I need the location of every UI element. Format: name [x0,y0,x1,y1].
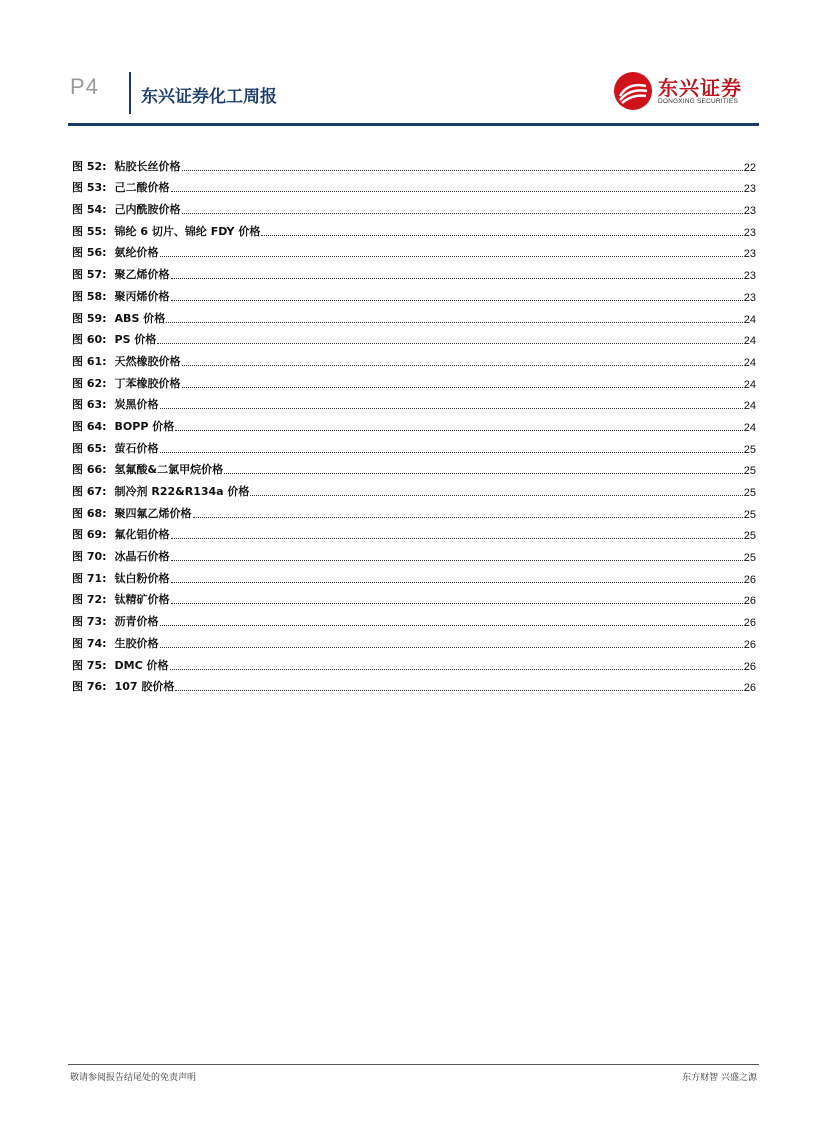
toc-figure-title: 天然橡胶价格 [114,354,181,368]
toc-entry[interactable] [72,521,756,543]
toc-leader-dots [160,255,743,257]
toc-figure-number: 图 66: [72,463,107,477]
toc-entry[interactable] [72,260,756,282]
toc-page-number: 25 [743,487,756,499]
toc-leader-dots [193,516,743,518]
toc-figure-title: 钛白粉价格 [114,571,170,585]
toc-entry[interactable] [72,673,756,695]
footer-rule [68,1064,759,1065]
toc-leader-dots [182,212,743,214]
toc-entry[interactable] [72,542,756,564]
toc-leader-dots [171,581,743,583]
toc-page-number: 26 [743,595,756,608]
logo-name-cn: 东兴证券 [658,76,742,100]
toc-entry[interactable] [72,391,756,413]
toc-figure-title: 炭黑价格 [114,398,159,412]
toc-leader-dots [171,190,743,192]
toc-figure-title: 聚丙烯价格 [114,289,170,303]
toc-entry[interactable] [72,456,756,478]
toc-page-number: 23 [743,270,756,283]
toc-leader-dots [160,646,743,648]
toc-figure-number: 图 69: [72,528,107,542]
figure-list [72,152,756,694]
toc-leader-dots [175,689,742,691]
toc-entry[interactable] [72,152,756,174]
toc-entry[interactable] [72,434,756,456]
toc-entry[interactable] [72,217,756,239]
toc-entry[interactable] [72,174,756,196]
footer-disclaimer: 敬请参阅报告结尾处的免责声明 [70,1073,197,1083]
toc-entry[interactable] [72,347,756,369]
toc-figure-title: 聚四氟乙烯价格 [114,506,192,520]
toc-leader-dots [160,407,743,409]
toc-leader-dots [182,169,743,171]
toc-figure-title: 丁苯橡胶价格 [114,376,181,390]
toc-figure-title: 己内酰胺价格 [114,203,181,217]
toc-leader-dots [224,472,743,474]
toc-page-number: 26 [743,617,756,630]
toc-page-number: 23 [743,205,756,218]
toc-figure-title: 粘胶长丝价格 [114,159,181,173]
toc-figure-title: 钛精矿价格 [114,593,170,607]
page-number: P4 [70,74,99,99]
toc-leader-dots [157,342,742,344]
toc-leader-dots [171,299,743,301]
toc-page-number: 25 [743,508,756,521]
toc-figure-title: 制冷剂 R22&R134a 价格 [114,485,250,498]
toc-figure-number: 图 52: [72,159,107,173]
toc-entry[interactable] [72,195,756,217]
toc-figure-title: PS 价格 [114,333,157,347]
toc-figure-title: 沥青价格 [114,615,159,629]
toc-page-number: 25 [743,465,756,478]
toc-figure-number: 图 63: [72,398,107,412]
toc-page-number: 24 [743,421,756,434]
logo-name-en: DONGXING SECURITIES [658,98,739,105]
toc-entry[interactable] [72,651,756,673]
toc-entry[interactable] [72,239,756,261]
toc-entry[interactable] [72,304,756,326]
toc-figure-title: 萤石价格 [114,441,159,455]
brand-logo [614,70,746,110]
toc-figure-number: 图 54: [72,203,107,217]
toc-entry[interactable] [72,282,756,304]
toc-figure-number: 图 72: [72,593,107,607]
toc-page-number: 23 [743,248,756,261]
toc-figure-title: 氨纶价格 [114,246,159,260]
toc-figure-title: 己二酸价格 [114,181,170,195]
toc-figure-number: 图 64: [72,419,107,433]
toc-entry[interactable] [72,564,756,586]
toc-leader-dots [175,429,743,431]
toc-figure-title: 生胶价格 [114,636,159,650]
toc-figure-number: 图 70: [72,550,107,564]
toc-entry[interactable] [72,499,756,521]
toc-figure-title: 冰晶石价格 [114,550,170,564]
toc-page-number: 24 [743,313,756,326]
toc-page-number: 23 [743,291,756,304]
toc-page-number: 25 [743,552,756,565]
toc-figure-title: DMC 价格 [114,658,169,672]
toc-page-number: 26 [743,638,756,651]
toc-figure-number: 图 68: [72,506,107,520]
toc-figure-title: 氟化铝价格 [114,528,170,542]
toc-page-number: 24 [743,356,756,369]
toc-figure-number: 图 76: [72,680,107,694]
toc-entry[interactable] [72,412,756,434]
toc-page-number: 23 [743,183,756,196]
toc-figure-title: 聚乙烯价格 [114,268,170,282]
report-title: 东兴证券化工周报 [141,87,277,107]
toc-page-number: 25 [743,443,756,456]
toc-figure-number: 图 56: [72,246,107,260]
toc-entry[interactable] [72,326,756,348]
toc-leader-dots [160,624,743,626]
toc-leader-dots [171,537,743,539]
toc-figure-number: 图 61: [72,354,107,368]
toc-figure-number: 图 57: [72,268,107,282]
toc-figure-number: 图 59: [72,311,107,325]
toc-figure-number: 图 75: [72,658,107,672]
toc-entry[interactable] [72,607,756,629]
toc-leader-dots [261,234,742,236]
toc-figure-number: 图 55: [72,224,107,238]
toc-figure-number: 图 62: [72,376,107,390]
toc-leader-dots [166,321,743,323]
toc-entry[interactable] [72,629,756,651]
toc-leader-dots [171,559,743,561]
header-rule [68,123,759,126]
header-divider [129,72,131,114]
toc-entry[interactable] [72,369,756,391]
dongxing-logo-icon [614,72,652,110]
footer-slogan: 东方财智 兴盛之源 [682,1073,757,1083]
toc-figure-number: 图 65: [72,441,107,455]
page-header [0,0,827,130]
toc-page-number: 24 [743,335,756,348]
toc-page-number: 26 [743,660,756,673]
toc-figure-number: 图 71: [72,571,107,585]
toc-figure-number: 图 67: [72,485,107,498]
toc-figure-number: 图 60: [72,333,107,347]
toc-figure-number: 图 58: [72,289,107,303]
toc-page-number: 23 [743,226,756,239]
toc-leader-dots [171,277,743,279]
toc-entry[interactable] [72,586,756,608]
toc-page-number: 25 [743,530,756,543]
toc-page-number: 22 [743,161,756,174]
toc-page-number: 26 [743,573,756,586]
toc-leader-dots [170,668,743,670]
toc-leader-dots [182,364,743,366]
toc-figure-title: BOPP 价格 [114,419,175,433]
toc-figure-title: 锦纶 6 切片、锦纶 FDY 价格 [114,224,261,238]
toc-page-number: 26 [743,682,756,695]
toc-figure-number: 图 53: [72,181,107,195]
toc-page-number: 24 [743,400,756,413]
toc-leader-dots [250,494,742,496]
toc-entry[interactable] [72,477,756,499]
toc-figure-title: 107 胶价格 [114,680,175,694]
toc-leader-dots [171,602,743,604]
toc-figure-title: ABS 价格 [114,311,166,325]
toc-figure-number: 图 73: [72,615,107,629]
toc-leader-dots [160,451,743,453]
toc-figure-title: 氢氟酸&二氯甲烷价格 [114,463,224,477]
toc-figure-number: 图 74: [72,636,107,650]
toc-page-number: 24 [743,378,756,391]
toc-leader-dots [182,386,743,388]
